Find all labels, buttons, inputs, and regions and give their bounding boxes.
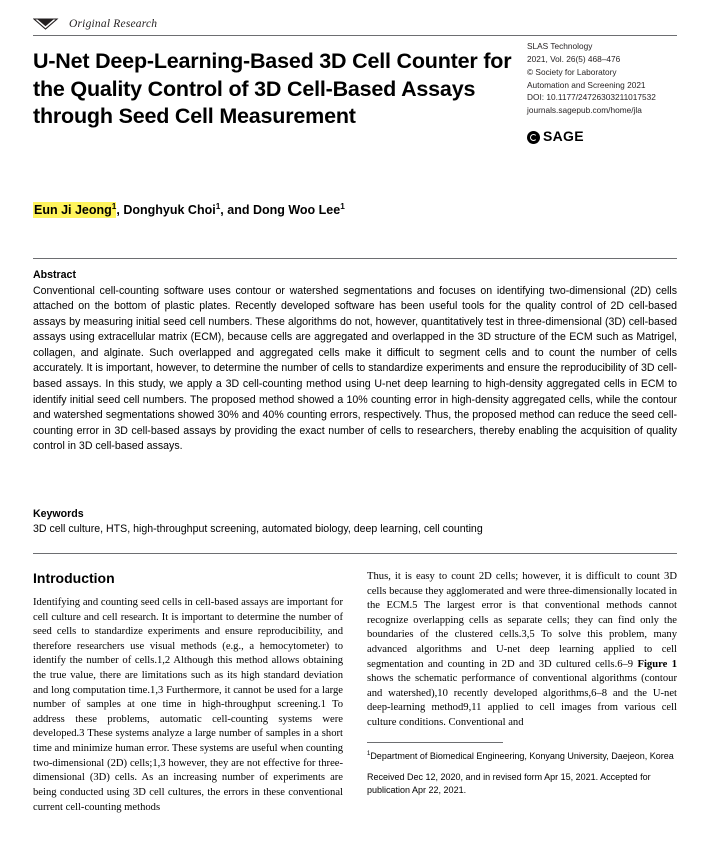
abstract-text: Conventional cell-counting software uses contour or watershed segmentations and focuses on identifying two-dimensional (2D) cells attached on the bottom of plastic plates. Recently developed software has been useful tools for the quality control of 2D cell-based assays by measuring initial seed cell numbers. These algorithms do not, however, quantitatively test in three-dimensional (3D) cell-based assays using extracellular matrix (ECM), because cells are aggregated and overlapped in the 3D structure of the ECM such as Matrigel, collagen, and alginate. Such overlapped and aggregated cells make it difficult to segment cells and to count the number of cells accurately. It is important, however, to determine the number of cells to standardize experiments and ensure the reproducibility of 3D cell-based assays. In this study, we apply a 3D cell-counting method using U-net deep learning to high-density aggregated cells in ECM to identify initial seed cell numbers. The proposed method showed a 10% counting error in high-density aggregated cells, while the contour and watershed segmentations showed 30% and 40% counting errors, respectively. Thus, the proposed method can reduce the seed cell-counting error in 3D cell-based assays by providing the exact number of cells to researchers, thereby enabling the acquisition of quality control in 3D cell-based assays. [33,284,677,453]
affiliation-note [367,750,677,763]
introduction-paragraph-right [367,570,677,731]
keywords-heading: Keywords [33,508,84,520]
author-highlighted-sup: 1 [111,201,117,211]
journal-volume: 2021, Vol. 26(5) 468–476 [527,53,621,64]
affiliation-text: Department of Biomedical Engineering, Konyang University, Daejeon, Korea [370,750,674,761]
intro-right-pre: Thus, it is easy to count 2D cells; however, it is difficult to count 3D cells because they agglomerated and were three-dimensionally located in the ECM.5 The largest error is that conventional methods cannot recognize overlapping cells as separate cells; they can find only the boundaries of the clustered cells.3,5 To solve this problem, many advanced algorithms and U-net deep learning applied to cell segmentation and counting in 2D and 3D cultured cells.6–9 [367,571,677,670]
title-block [33,48,513,131]
copyright-line-2: Automation and Screening 2021 [527,79,646,90]
keywords-section [33,507,677,538]
introduction-heading: Introduction [33,570,115,586]
introduction-paragraph-left: Identifying and counting seed cells in cell-based assays are important for cell culture and cell research. It is important to determine the number of seed cells to standardize experiments and ensure reproducibility, and therefore researchers use visual methods (e.g., a hemocytometer) to identify the number of cells.1,2 Although this method allows obtaining the true value, there are limitations such as its high standard deviation and long computation time.1,3 Furthermore, it cannot be used for a large number of samples at one time in high-throughput screening.1 To address these problems, automatic cell-counting systems were developed.3 These systems analyze a large number of samples in a short time and minimize human error. These systems are useful when counting two-dimensional (2D) cells;1,3 however, they are not effective for three-dimensional (3D) cells. As an increasing number of experiments are being conducted using 3D cell cultures, the errors in these conventional current cell-counting methods [33,597,343,813]
author-highlighted-name: Eun Ji Jeong [34,203,112,217]
header-divider [33,35,677,36]
journal-metadata [527,40,677,148]
author-rest-middle: , and Dong Woo Lee [220,203,341,217]
sage-wordmark: SAGE [543,128,584,145]
header-strip [33,12,677,36]
journal-url[interactable]: journals.sagepub.com/home/jla [527,105,642,116]
sage-swirl-icon [527,131,540,144]
abstract-heading: Abstract [33,269,76,281]
affiliation-sup: 1 [367,750,371,757]
abstract-section [33,268,677,455]
body-columns [33,570,677,866]
author-sup-2: 1 [340,201,345,211]
copyright-line-1: © Society for Laboratory [527,66,617,77]
author-list [33,203,677,217]
author-rest-prefix: , Donghyuk Choi [116,203,216,217]
received-note: Received Dec 12, 2020, and in revised form Apr 15, 2021. Accepted for publication Apr 22, 2021. [367,772,651,796]
author-highlighted [33,202,116,218]
keywords-text: 3D cell culture, HTS, high-throughput screening, automated biology, deep learning, cell counting [33,523,483,536]
intro-right-post: shows the schematic performance of conventional algorithms (contour and watershed),10 recently developed algorithms,6–8 and the U-net deep-learning method9,11 applied to cell images from various cell culture conditions. Conventional and [367,673,677,729]
figure-reference: Figure 1 [637,658,677,670]
doi-text: DOI: 10.1177/24726303211017532 [527,92,656,103]
abstract-top-divider [33,258,677,259]
article-type-label: Original Research [69,18,158,30]
footnote-divider [367,742,503,743]
sage-logo [527,126,677,148]
journal-name: SLAS Technology [527,41,593,51]
page-title: U-Net Deep-Learning-Based 3D Cell Counter for the Quality Control of 3D Cell-Based Assays through Seed Cell Measurement [33,49,512,129]
column-right [367,570,677,866]
column-left [33,570,343,866]
sage-arrow-mark-icon [33,17,59,31]
author-sup-1: 1 [215,201,221,211]
abstract-bottom-divider [33,553,677,554]
